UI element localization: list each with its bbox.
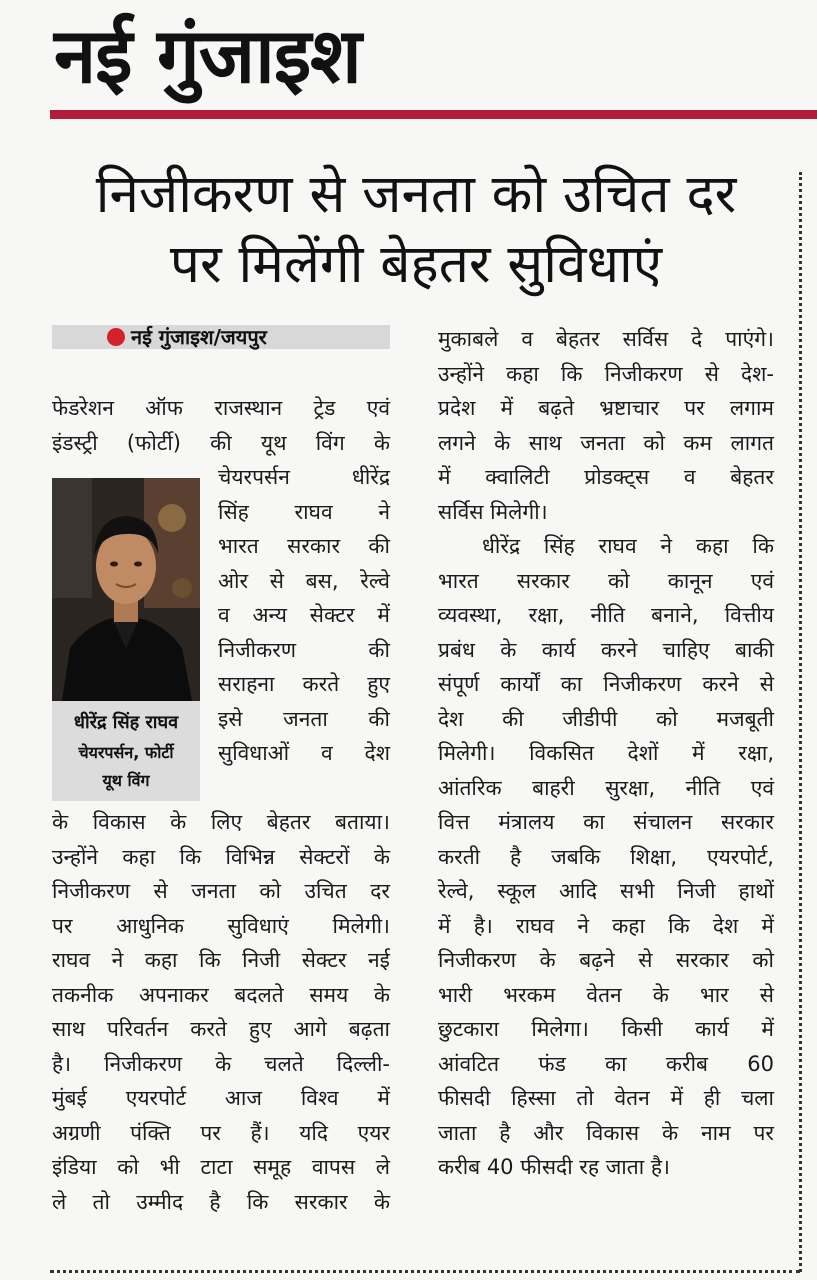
text-line: इसे जनता की [218, 706, 390, 731]
text-line: वित्त मंत्रालय का संचालन सरकार [438, 810, 774, 834]
text-line: करती है जबकि शिक्षा, एयरपोर्ट, [438, 844, 774, 869]
text-line: सर्विस मिलेगी। [438, 499, 548, 524]
text-line: के विकास के लिए बेहतर बताया। [52, 810, 390, 834]
text-line: प्रदेश में बढ़ते भ्रष्टाचार पर लगाम [438, 396, 774, 420]
text-line: है। निजीकरण के चलते दिल्ली- [52, 1051, 390, 1076]
portrait-photo [52, 478, 200, 701]
text-line: फीसदी हिस्सा तो वेतन में ही चला [438, 1086, 774, 1110]
section-title: नई गुंजाइश [54, 11, 361, 100]
article-left-wrap [218, 460, 390, 771]
article-left-top [52, 391, 390, 460]
text-line: पर आधुनिक सुविधाएं मिलेगी। [52, 913, 390, 938]
text-line: में है। राघव ने कहा कि देश में [438, 913, 774, 938]
caption-role-2: यूथ विंग [102, 771, 150, 790]
text-line: भारत सरकार को कानून एवं [438, 568, 774, 593]
text-line: व अन्य सेक्टर में [218, 603, 390, 627]
text-line: सुविधाओं व देश [218, 741, 390, 765]
text-line: आंवटित फंड का करीब 60 [438, 1051, 774, 1076]
byline: नई गुंजाइश/जयपुर [131, 325, 267, 349]
caption-role-1: चेयरपर्सन, फोर्टी [78, 743, 174, 762]
text-line: धीरेंद्र सिंह राघव ने कहा कि [482, 534, 774, 558]
masthead [50, 0, 817, 110]
photo-caption [52, 701, 200, 801]
text-line: इंडिया को भी टाटा समूह वापस ले [52, 1155, 390, 1179]
article-left-bottom [52, 805, 390, 1219]
text-line: तकनीक अपनाकर बदलते समय के [52, 982, 390, 1007]
text-line: सराहना करते हुए [218, 672, 390, 696]
text-line: अग्रणी पंक्ति पर हैं। यदि एयर [52, 1120, 390, 1145]
text-line: लगने के साथ जनता को कम लागत [438, 430, 774, 455]
text-line: व्यवस्था, रक्षा, नीति बनाने, वित्तीय [438, 603, 774, 627]
text-line: छुटकारा मिलेगा। किसी कार्य में [438, 1017, 774, 1041]
text-line: संपूर्ण कार्यों का निजीकरण करने से [438, 672, 774, 696]
caption-name: धीरेंद्र सिंह राघव [73, 712, 179, 733]
text-line: निजीकरण से जनता को उचित दर [52, 879, 390, 903]
headline-line-2: पर मिलेंगी बेहतर सुविधाएं [169, 234, 663, 295]
text-line: आंतरिक बाहरी सुरक्षा, नीति एवं [438, 775, 774, 800]
text-line: करीब 40 फीसदी रह जाता है। [438, 1155, 670, 1179]
portrait-image [52, 478, 200, 701]
headline-line-1: निजीकरण से जनता को उचित दर [95, 164, 737, 225]
column-divider [799, 172, 802, 1272]
text-line: ले तो उम्मीद है कि सरकार के [52, 1189, 390, 1214]
text-line: मिलेगी। विकसित देशों में रक्षा, [438, 741, 774, 765]
text-line: भारी भरकम वेतन के भार से [438, 982, 774, 1007]
text-line: चेयरपर्सन धीरेंद्र [218, 465, 390, 489]
text-line: भारत सरकार की [218, 534, 390, 558]
text-line: प्रबंध के कार्य करने चाहिए बाकी [438, 637, 774, 662]
text-line: इंडस्ट्री (फोर्टी) की यूथ विंग के [52, 430, 390, 455]
text-line: निजीकरण की [218, 637, 390, 662]
text-line: मुंबई एयरपोर्ट आज विश्व में [52, 1086, 390, 1110]
text-line: साथ परिवर्तन करते हुए आगे बढ़ता [52, 1017, 390, 1041]
bullet-dot-icon [107, 328, 125, 346]
text-line: में क्वालिटी प्रोडक्ट्स व बेहतर [438, 465, 774, 489]
text-line: रेल्वे, स्कूल आदि सभी निजी हाथों [438, 879, 774, 903]
text-line: देश की जीडीपी को मजबूती [438, 706, 774, 731]
text-line: मुकाबले व बेहतर सर्विस दे पाएंगे। [438, 327, 774, 351]
text-line: ओर से बस, रेल्वे [218, 568, 390, 593]
text-line: राघव ने कहा कि निजी सेक्टर नई [52, 948, 390, 972]
text-line: सिंह राघव ने [218, 499, 390, 524]
text-line: उन्होंने कहा कि विभिन्न सेक्टरों के [52, 844, 390, 869]
text-line: जाता है और विकास के नाम पर [438, 1120, 774, 1145]
article-right-column [438, 322, 774, 1185]
masthead-rule [50, 110, 817, 119]
headline [40, 160, 792, 300]
text-line: उन्होंने कहा कि निजीकरण से देश- [438, 361, 774, 386]
text-line: फेडरेशन ऑफ राजस्थान ट्रेड एवं [52, 396, 390, 420]
bottom-divider [50, 1270, 800, 1273]
text-line: निजीकरण के बढ़ने से सरकार को [438, 948, 774, 972]
